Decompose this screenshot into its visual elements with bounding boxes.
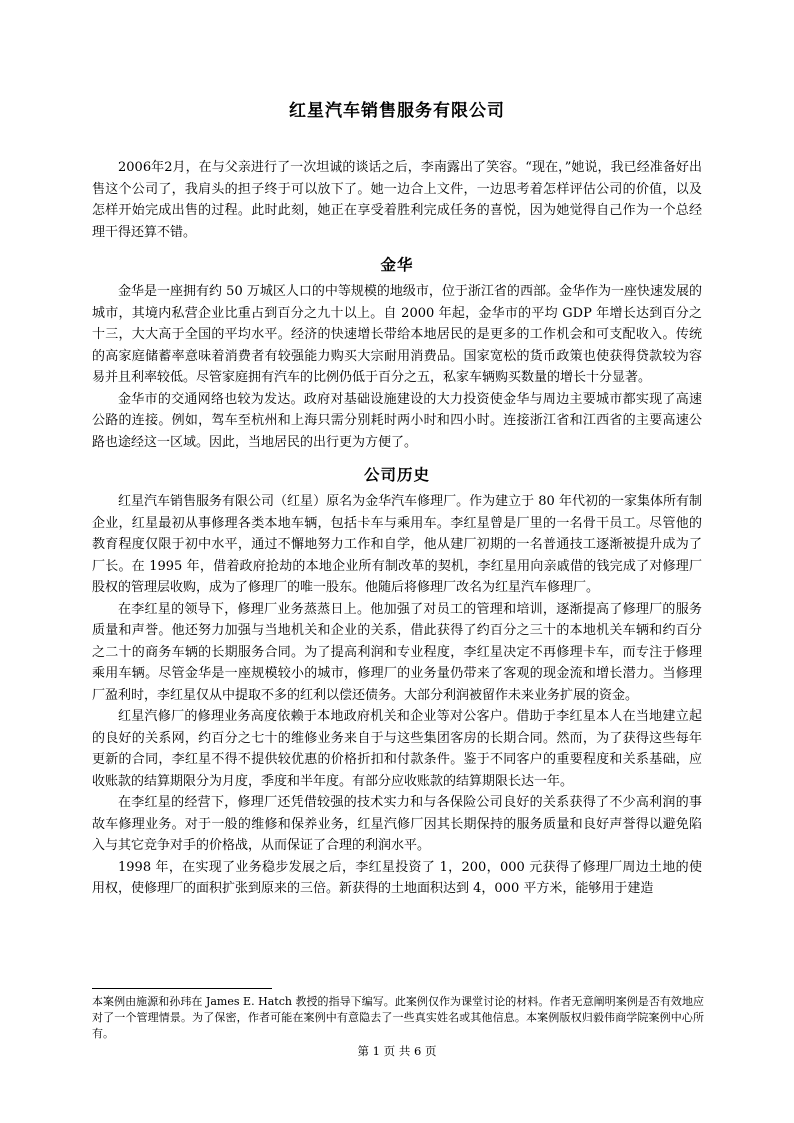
history-paragraph-4: 在李红星的经营下，修理厂还凭借较强的技术实力和与各保险公司良好的关系获得了不少高利润的事故车修理业务。对于一般的维修和保养业务，红星汽修厂因其长期保持的服务质量和良好声誉得以避免陷入与其它竞争对手的价格战，从而保证了合理的利润水平。 bbox=[92, 795, 702, 853]
jinhua-paragraph-2: 金华市的交通网络也较为发达。政府对基础设施建设的大力投资使金华与周边主要城市都实现了高速公路的连接。例如，驾车至杭州和上海只需分别耗时两小时和四小时。连接浙江省和江西省的主要高速公路也途经这一区域。因此，当地居民的出行更为方便了。 bbox=[92, 391, 702, 450]
section-heading-jinhua: 金华 bbox=[380, 255, 414, 274]
history-paragraph-3: 红星汽修厂的修理业务高度依赖于本地政府机关和企业等对公客户。借助于李红星本人在当地建立起的良好的关系网，约百分之七十的维修业务来自于与这些集团客房的长期合同。然而，为了获得这些每年更新的合同，李红星不得不提供较优惠的价格折扣和付款条件。鉴于不同客户的重要程度和关系基础，应收账款的结算期限分为月度，季度和半年度。有部分应收账款的结算期限长达一年。 bbox=[92, 709, 702, 789]
footnote-divider bbox=[92, 988, 272, 989]
jinhua-paragraph-1: 金华是一座拥有约 50 万城区人口的中等规模的地级市，位于浙江省的西部。金华作为一座快速发展的城市，其境内私营企业比重占到百分之九十以上。自 2000 年起，金华市的平均 GDP 年增长达到百分之十三，大大高于全国的平均水平。经济的快速增长带给本地居民的是更多的工作机会和可支配收入。传统的高家庭储蓄率意味着消费者有较强能力购买大宗耐用消费品。国家宽松的货币政策也使获得贷款较为容易并且利率较低。尽管家庭拥有汽车的比例仍低于百分之五，私家车辆购买数量的增长十分显著。 bbox=[92, 284, 702, 385]
document-title: 红星汽车销售服务有限公司 bbox=[289, 101, 505, 121]
section-heading-company-history: 公司历史 bbox=[363, 465, 430, 484]
page-number: 第 1 页 共 6 页 bbox=[357, 1044, 437, 1058]
intro-paragraph: 2006年2月，在与父亲进行了一次坦诚的谈话之后，李南露出了笑容。“现在，”她说，我已经准备好出售这个公司了，我肩头的担子终于可以放下了。她一边合上文件，一边思考着怎样评估公司的价值，以及怎样开始完成出售的过程。此时此刻，她正在享受着胜利完成任务的喜悦，因为她觉得自己作为一个总经理干得还算不错。 bbox=[92, 160, 702, 240]
footnote: 本案例由施源和孙玮在 James E. Hatch 教授的指导下编写。此案例仅作为课堂讨论的材料。作者无意阐明案例是否有效地应对了一个管理情景。为了保密，作者可能在案例中有意隐去了一些真实姓名或其他信息。本案例版权归毅伟商学院案例中心所有。 bbox=[92, 995, 704, 1040]
document-body bbox=[92, 96, 702, 900]
history-paragraph-1: 红星汽车销售服务有限公司（红星）原名为金华汽车修理厂。作为建立于 80 年代初的一家集体所有制企业，红星最初从事修理各类本地车辆，包括卡车与乘用车。李红星曾是厂里的一名骨干员工。尽管他的教育程度仅限于初中水平，通过不懈地努力工作和自学，他从建厂初期的一名普通技工逐渐被提升成为了厂长。在 1995 年，借着政府抢劫的本地企业所有制改革的契机，李红星用向亲戚借的钱完成了对修理厂股权的管理层收购，成为了修理厂的唯一股东。他随后将修理厂改名为红星汽车修理厂。 bbox=[92, 494, 702, 595]
history-paragraph-2: 在李红星的领导下，修理厂业务蒸蒸日上。他加强了对员工的管理和培训，逐渐提高了修理厂的服务质量和声誉。他还努力加强与当地机关和企业的关系，借此获得了约百分之三十的本地机关车辆和约百分之二十的商务车辆的长期服务合同。为了提高利润和专业程度，李红星决定不再修理卡车，而专注于修理乘用车辆。尽管金华是一座规模较小的城市，修理厂的业务量仍带来了客观的现金流和增长潜力。当修理厂盈利时，李红星仅从中提取不多的红利以偿还债务。大部分利润被留作未来业务扩展的资金。 bbox=[92, 601, 702, 703]
history-paragraph-5: 1998 年，在实现了业务稳步发展之后，李红星投资了 1，200，000 元获得了修理厂周边土地的使用权，使修理厂的面积扩张到原来的三倍。新获得的土地面积达到 4，000 平方米，能够用于建造 bbox=[92, 859, 702, 896]
